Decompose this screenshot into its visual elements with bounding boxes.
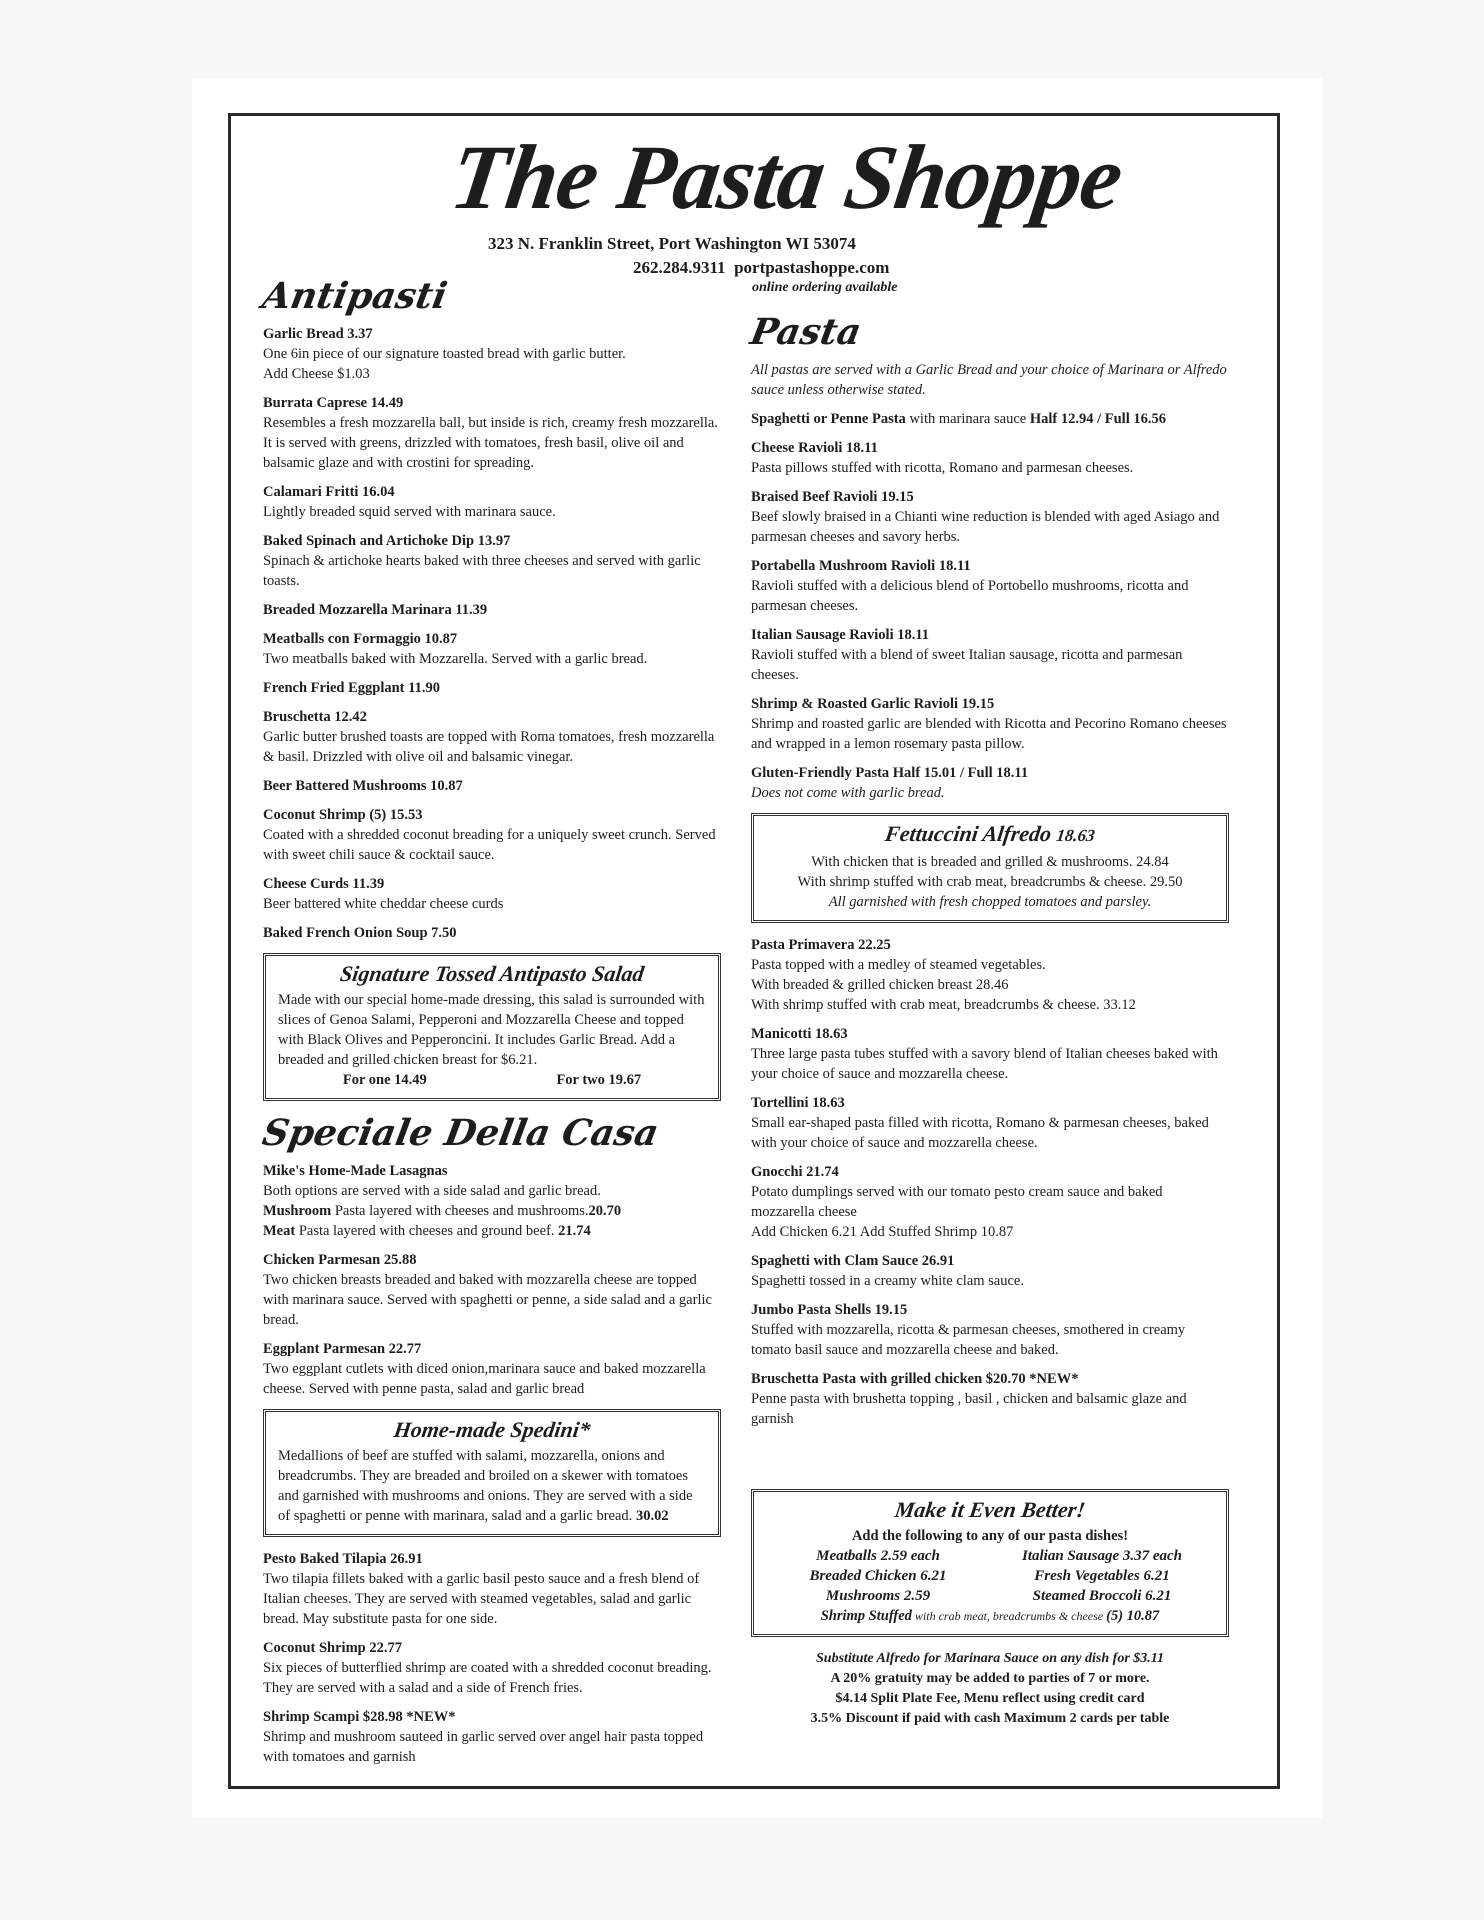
section-heading-pasta: Pasta [747,311,865,353]
antipasti-item [263,805,721,865]
right-column [747,311,1229,1729]
footer-line1: Substitute Alfredo for Marinara Sauce on any dish for $3.11 [816,1651,1164,1666]
address: 323 N. Franklin Street, Port Washington WI 53074 [488,234,856,253]
antipasti-item-name: Garlic Bread 3.37 [263,326,373,342]
pasta-dish-item-name: Tortellini 18.63 [751,1095,845,1111]
pasta-dish-item [751,1300,1229,1360]
extra-option: Steamed Broccoli 6.21 [1032,1588,1172,1604]
pasta-dish-item [751,935,1229,1015]
antipasti-item [263,874,721,914]
mushroom-price: 20.70 [588,1203,622,1219]
antipasti-item-desc: Two meatballs baked with Mozzarella. Served with a garlic bread. [263,651,648,667]
spedini-box-title: Home-made Spedini* [392,1417,592,1442]
footer [751,1649,1229,1729]
antipasti-item-desc: Beer battered white cheddar cheese curds [263,896,504,912]
antipasti-item [263,393,721,473]
antipasti-item [263,600,721,620]
salad-for-one: For one 14.49 [342,1072,427,1088]
pasta-item-note: Does not come with garlic bread. [751,785,945,801]
pasta-item [751,438,1229,478]
better-box [751,1489,1229,1637]
better-last-a: Shrimp Stuffed [820,1608,912,1624]
section-heading-antipasti: Antipasti [259,275,451,317]
website: portpastashoppe.com [734,258,890,277]
pasta-dish-item-name: Pasta Primavera 22.25 [751,937,891,953]
entree-item-name: Coconut Shrimp 22.77 [263,1640,402,1656]
antipasti-item-desc: Coated with a shredded coconut breading for a uniquely sweet crunch. Served with sweet chili sauce & cocktail sauce. [263,827,716,863]
footer-line3: $4.14 Split Plate Fee, Menu reflect using credit card [835,1691,1145,1706]
pasta-item [751,625,1229,685]
phone: 262.284.9311 [633,258,726,277]
extras-grid [766,1546,1214,1606]
better-box-title: Make it Even Better! [893,1497,1087,1522]
antipasti-item [263,707,721,767]
pasta-dish-item-desc: Spaghetti tossed in a creamy white clam sauce. [751,1273,1024,1289]
pasta-dish-item [751,1093,1229,1153]
lasagna-name: Mike's Home-Made Lasagnas [263,1163,448,1179]
alfredo-box-title [764,821,1215,846]
spaghetti-item [751,409,1229,429]
antipasti-item [263,324,721,384]
pasta-dish-item-name: Jumbo Pasta Shells 19.15 [751,1302,908,1318]
meat-label: Meat [263,1223,296,1239]
salad-prices [278,1070,706,1090]
antipasti-item-name: Cheese Curds 11.39 [263,876,385,892]
pasta-dish-item-name: Gnocchi 21.74 [751,1164,839,1180]
extra-option: Fresh Vegetables 6.21 [1034,1568,1170,1584]
antipasti-item-name: Coconut Shrimp (5) 15.53 [263,807,423,823]
meat-price: 21.74 [558,1223,591,1239]
better-subtitle: Add the following to any of our pasta dishes! [851,1528,1129,1544]
mushroom-desc: Pasta layered with cheeses and mushrooms. [331,1203,589,1219]
pasta-note-wrap [751,360,1229,400]
pasta-dish-item-desc: Penne pasta with brushetta topping , basil , chicken and balsamic glaze and garnish [751,1391,1187,1427]
pasta-item [751,487,1229,547]
speciale-item-name: Chicken Parmesan 25.88 [263,1252,417,1268]
pasta-item-name: Shrimp & Roasted Garlic Ravioli 19.15 [751,696,995,712]
pasta-dish-item-desc: Potato dumplings served with our tomato pesto cream sauce and baked mozzarella cheese [751,1184,1163,1220]
alfredo-line3: All garnished with fresh chopped tomatoes and parsley. [828,894,1152,910]
antipasti-item-name: Baked French Onion Soup 7.50 [263,925,457,941]
footer-line4: 3.5% Discount if paid with cash Maximum 2 cards per table [810,1711,1170,1726]
pasta-item-name: Italian Sausage Ravioli 18.11 [751,627,930,643]
pasta-item [751,694,1229,754]
better-last-b: with crab meat, breadcrumbs & cheese [911,1609,1107,1623]
footer-line2: A 20% gratuity may be added to parties of 7 or more. [830,1671,1150,1686]
antipasti-list [263,324,721,943]
entree-item-desc: Two tilapia fillets baked with a garlic basil pesto sauce and a fresh blend of Italian cheeses. They are served with steamed vegetables, salad and garlic bread. May substitute pasta for one side. [263,1571,700,1627]
pasta-item-name: Braised Beef Ravioli 19.15 [751,489,914,505]
speciale-item [263,1250,721,1330]
antipasti-item-name: Beer Battered Mushrooms 10.87 [263,778,463,794]
entree-item-name: Pesto Baked Tilapia 26.91 [263,1551,423,1567]
left-tail-list [263,1549,721,1767]
extra-option: Italian Sausage 3.37 each [1021,1548,1183,1564]
pasta-item-name: Cheese Ravioli 18.11 [751,440,878,456]
spedini-desc-text: Medallions of beef are stuffed with salami, mozzarella, onions and breadcrumbs. They are breaded and broiled on a skewer with tomatoes and garnished with mushrooms and onions. They are served with a side of spaghetti or penne with marinara, salad and a garlic bread. [278,1448,693,1524]
antipasti-item-name: Breaded Mozzarella Marinara 11.39 [263,602,488,618]
pasta-item-desc: Pasta pillows stuffed with ricotta, Romano and parmesan cheeses. [751,460,1134,476]
pasta-dish-item-line2: With breaded & grilled chicken breast 28.46 [751,977,1009,993]
antipasti-item-desc: Resembles a fresh mozzarella ball, but inside is rich, creamy fresh mozzarella. It is served with greens, drizzled with tomatoes, fresh basil, olive oil and balsamic glaze and with crostini for spreading. [263,415,718,471]
antipasti-item [263,629,721,669]
mushroom-label: Mushroom [263,1203,332,1219]
pasta-item [751,763,1229,803]
pasta-dish-item-name: Bruschetta Pasta with grilled chicken $20.70 *NEW* [751,1371,1079,1387]
speciale-item [263,1339,721,1399]
pasta-dish-item-line3: With shrimp stuffed with crab meat, breadcrumbs & cheese. 33.12 [751,997,1136,1013]
pasta-note: All pastas are served with a Garlic Bread and your choice of Marinara or Alfredo sauce unless otherwise stated. [751,362,1227,398]
salad-box-desc: Made with our special home-made dressing, this salad is surrounded with slices of Genoa Salami, Pepperoni and Mozzarella Cheese and topped with Black Olives and Pepperoncini. It includes Garlic Bread. Add a breaded and grilled chicken breast for $6.21. [278,992,705,1068]
better-last-c: (5) 10.87 [1106,1608,1160,1624]
antipasti-item [263,776,721,796]
extra-option: Breaded Chicken 6.21 [809,1568,947,1584]
pasta-dish-item-line2: Add Chicken 6.21 Add Stuffed Shrimp 10.87 [751,1224,1014,1240]
online-ordering-note: online ordering available [752,280,898,295]
lasagna-meat [263,1221,721,1241]
speciale-item-desc: Two eggplant cutlets with diced onion,marinara sauce and baked mozzarella cheese. Served with penne pasta, salad and garlic bread [263,1361,706,1397]
entree-item [263,1549,721,1629]
pasta-item-desc: Ravioli stuffed with a blend of sweet Italian sausage, ricotta and parmesan cheeses. [751,647,1183,683]
pasta-dish-item-desc: Small ear-shaped pasta filled with ricotta, Romano & parmesan cheeses, baked with your choice of sauce and mozzarella cheese. [751,1115,1209,1151]
alfredo-price: 18.63 [1055,826,1097,845]
meat-desc: Pasta layered with cheeses and ground beef. [295,1223,559,1239]
antipasti-item-name: Bruschetta 12.42 [263,709,367,725]
entree-item [263,1707,721,1767]
pasta-item-desc: Beef slowly braised in a Chianti wine reduction is blended with aged Asiago and parmesan cheeses and savory herbs. [751,509,1220,545]
antipasti-item-desc: Garlic butter brushed toasts are topped with Roma tomatoes, fresh mozzarella & basil. Drizzled with olive oil and balsamic vinegar. [263,729,715,765]
pasta-dish-item [751,1369,1229,1429]
spaghetti-price: Half 12.94 / Full 16.56 [1029,411,1166,427]
antipasti-item-name: French Fried Eggplant 11.90 [263,680,440,696]
page-title: The Pasta Shoppe [444,126,1129,228]
pasta-item [751,556,1229,616]
speciale-item-name: Eggplant Parmesan 22.77 [263,1341,422,1357]
antipasti-item-desc: Spinach & artichoke hearts baked with three cheeses and served with garlic toasts. [263,553,701,589]
pasta-item-name: Gluten-Friendly Pasta Half 15.01 / Full 18.11 [751,765,1029,781]
alfredo-box [751,813,1229,923]
antipasti-item [263,482,721,522]
spedini-price: 30.02 [635,1508,669,1524]
pasta-item-desc: Shrimp and roasted garlic are blended with Ricotta and Pecorino Romano cheeses and wrapped in a lemon rosemary pasta pillow. [751,716,1227,752]
pasta-dish-item [751,1162,1229,1242]
antipasti-item [263,531,721,591]
salad-box-title: Signature Tossed Antipasto Salad [338,961,646,986]
extra-option: Mushrooms 2.59 [825,1588,931,1604]
pasta-dish-item-desc: Stuffed with mozzarella, ricotta & parmesan cheeses, smothered in creamy tomato basil sauce and mozzarella cheese and baked. [751,1322,1186,1358]
pasta-dish-item-desc: Pasta topped with a medley of steamed vegetables. [751,957,1046,973]
salad-box [263,953,721,1101]
antipasti-item-extra: Add Cheese $1.03 [263,366,370,382]
alfredo-line2: With shrimp stuffed with crab meat, breadcrumbs & cheese. 29.50 [797,874,1183,890]
antipasti-item-desc: Lightly breaded squid served with marinara sauce. [263,504,556,520]
pasta-item-desc: Ravioli stuffed with a delicious blend of Portobello mushrooms, ricotta and parmesan cheeses. [751,578,1189,614]
antipasti-item-name: Burrata Caprese 14.49 [263,395,404,411]
alfredo-line1: With chicken that is breaded and grilled & mushrooms. 24.84 [811,854,1169,870]
spedini-box [263,1409,721,1537]
antipasti-item-name: Meatballs con Formaggio 10.87 [263,631,458,647]
lasagna-item [263,1161,721,1241]
spaghetti-desc: with marinara sauce [905,411,1030,427]
extra-option: Meatballs 2.59 each [816,1548,940,1564]
antipasti-item [263,923,721,943]
speciale-list [263,1250,721,1399]
speciale-item-desc: Two chicken breasts breaded and baked with mozzarella cheese are topped with marinara sauce. Served with spaghetti or penne, a side salad and a garlic bread. [263,1272,712,1328]
pasta-dish-item [751,1251,1229,1291]
entree-item-desc: Shrimp and mushroom sauteed in garlic served over angel hair pasta topped with tomatoes and garnish [263,1729,704,1765]
alfredo-title: Fettuccini Alfredo [883,821,1054,846]
right-list [751,935,1229,1429]
left-column [259,275,721,1776]
antipasti-item [263,678,721,698]
spedini-desc [278,1446,706,1526]
contact-line [633,258,889,278]
antipasti-item-desc: One 6in piece of our signature toasted bread with garlic butter. [263,346,626,362]
section-heading-speciale: Speciale Della Casa [259,1112,662,1154]
spaghetti-name: Spaghetti or Penne Pasta [751,411,906,427]
pasta-dish-item-name: Manicotti 18.63 [751,1026,848,1042]
pasta-list [751,438,1229,803]
pasta-dish-item-name: Spaghetti with Clam Sauce 26.91 [751,1253,955,1269]
entree-item-desc: Six pieces of butterflied shrimp are coated with a shredded coconut breading. They are served with a salad and a side of French fries. [263,1660,712,1696]
salad-for-two: For two 19.67 [556,1072,642,1088]
entree-item [263,1638,721,1698]
pasta-item-name: Portabella Mushroom Ravioli 18.11 [751,558,971,574]
antipasti-item-name: Baked Spinach and Artichoke Dip 13.97 [263,533,511,549]
entree-item-name: Shrimp Scampi $28.98 *NEW* [263,1709,456,1725]
lasagna-desc: Both options are served with a side salad and garlic bread. [263,1183,601,1199]
pasta-dish-item-desc: Three large pasta tubes stuffed with a savory blend of Italian cheeses baked with your choice of sauce and mozzarella cheese. [751,1046,1218,1082]
antipasti-item-name: Calamari Fritti 16.04 [263,484,395,500]
lasagna-mushroom [263,1201,721,1221]
better-last-line [766,1606,1214,1626]
pasta-dish-item [751,1024,1229,1084]
